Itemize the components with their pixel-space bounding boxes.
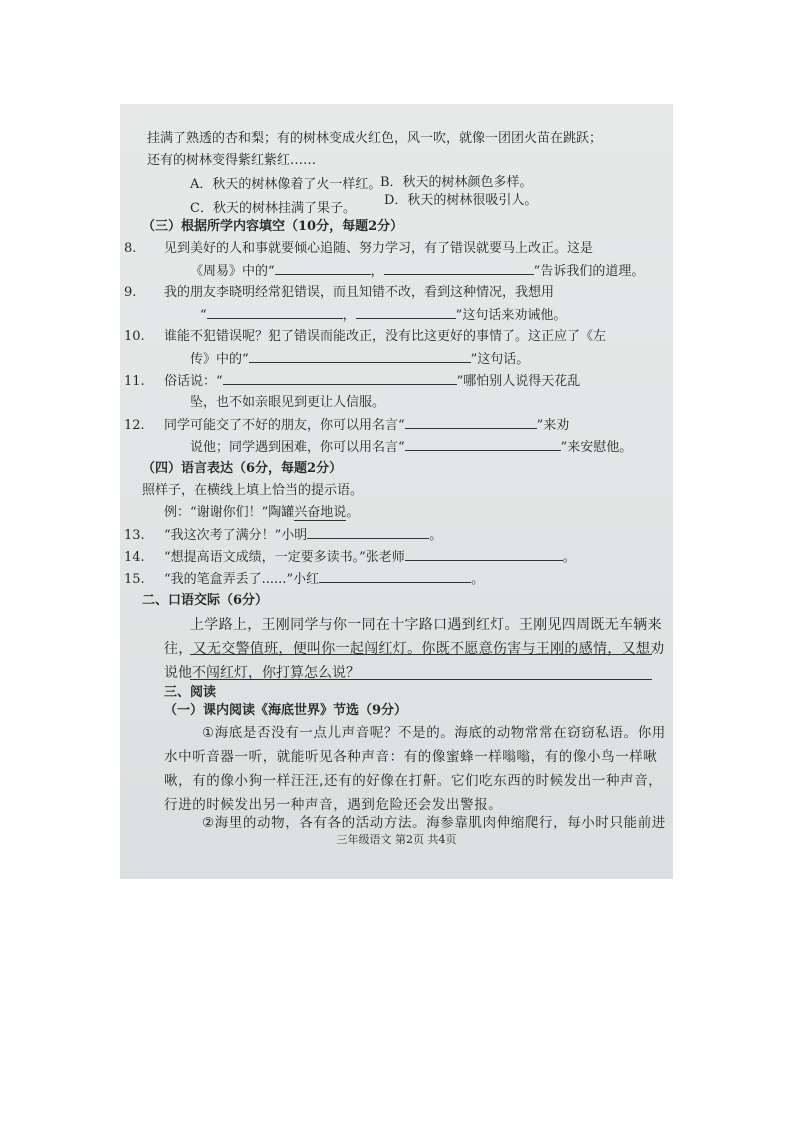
reading-subheading: （一）课内阅读《海底世界》节选（9分） [164, 703, 408, 718]
answer-blank[interactable] [356, 306, 456, 319]
passage-line: 挂满了熟透的杏和梨；有的树林变成火红色，风一吹，就像一团团火苗在跳跃； [147, 131, 603, 146]
q15-line [124, 570, 485, 589]
question-text: 俗话说：“ [164, 374, 223, 389]
part-heading: 三、阅读 [164, 685, 217, 700]
scanned-exam-page [120, 104, 673, 879]
question-text: 传》中的“ [190, 352, 249, 367]
question-number: 12. [124, 418, 145, 433]
reading-line: ①海底是否没有一点儿声音呢？不是的。海底的动物常常在窃窃私语。你用 [202, 725, 666, 741]
passage-line: 还有的树林变得紫红紫红…… [147, 153, 317, 168]
question-text: 谁能不犯错误呢？犯了错误而能改正，没有比这更好的事情了。这正应了《左 [164, 329, 607, 344]
q10-line2 [190, 350, 529, 369]
question-number: 10. [124, 329, 145, 344]
q10-line1 [124, 328, 607, 346]
question-text: ”告诉我们的道理。 [533, 264, 645, 279]
option-b: B．秋天的树林颜色多样。 [380, 175, 533, 190]
question-number: 11. [124, 374, 145, 389]
option-a: A．秋天的树林像着了火一样红。 [190, 177, 382, 192]
question-text: ， [342, 308, 356, 323]
question-text: 。 [429, 528, 443, 543]
question-text: 我的朋友李晓明经常犯错误，而且知错不改，看到这种情况，我想用 [164, 285, 555, 300]
answer-blank[interactable] [384, 262, 534, 275]
question-text: ”哪怕别人说得天花乱 [456, 374, 581, 389]
example-text: 例：“谢谢你们！”陶罐 [164, 505, 295, 520]
answer-blank[interactable] [207, 306, 343, 319]
page-footer: 三年级语文 第2页 共4页 [336, 833, 457, 846]
question-text: ”来劝 [536, 418, 570, 433]
option-d: D．秋天的树林很吸引人。 [384, 193, 538, 208]
answer-blank[interactable] [405, 416, 537, 429]
question-text: ”这句话。 [470, 352, 530, 367]
answer-line[interactable] [190, 654, 652, 655]
example-text: 。 [346, 505, 360, 520]
instruction: 照样子，在横线上填上恰当的提示语。 [142, 483, 364, 498]
question-text: “ [200, 308, 207, 323]
question-text: ”来安慰他。 [560, 440, 633, 455]
reading-line: 行进的时候发出另一种声音，遇到危险还会发出警报。 [164, 797, 503, 813]
question-number: 14. [124, 550, 145, 565]
example-line [164, 504, 359, 522]
question-text: “我的笔盒弄丢了......”小红 [164, 572, 320, 587]
answer-blank[interactable] [275, 262, 371, 275]
answer-blank[interactable] [249, 350, 471, 363]
answer-blank[interactable] [307, 526, 429, 539]
question-number: 9. [124, 285, 137, 300]
prompt-line: 说他不闯红灯，你打算怎么说？ [164, 665, 360, 681]
question-number: 13. [124, 528, 145, 543]
question-text: ， [370, 264, 384, 279]
question-text: “想提高语文成绩，一定要多读书。”张老师 [164, 550, 405, 565]
q11-line1 [124, 372, 581, 391]
question-text: ”这句话来劝诫他。 [455, 308, 567, 323]
q12-line2 [190, 438, 632, 457]
q14-line [124, 548, 576, 567]
q13-line [124, 526, 443, 545]
question-number: 15. [124, 572, 145, 587]
example-underlined: 兴奋地说 [294, 505, 347, 520]
answer-blank[interactable] [405, 438, 561, 451]
question-text: 。 [562, 550, 576, 565]
reading-line: ②海里的动物，各有各的活动方法。海参靠肌肉伸缩爬行，每小时只能前进 [202, 815, 666, 831]
question-text: 。 [471, 572, 485, 587]
question-text: 说他；同学遇到困难，你可以用名言“ [190, 440, 405, 455]
question-text: “我这次考了满分！”小明 [164, 528, 308, 543]
prompt-line: 往，又无交警值班，便叫你一起闯红灯。你既不愿意伤害与王刚的感情，又想劝 [164, 641, 665, 657]
answer-blank[interactable] [405, 548, 563, 561]
question-text: 同学可能交了不好的朋友，你可以用名言“ [164, 418, 405, 433]
section-heading: （三）根据所学内容填空（10分，每题2分） [142, 219, 404, 234]
reading-line: 水中听音器一听，就能听见各种声音：有的像蜜蜂一样嗡嗡，有的像小鸟一样啾 [164, 749, 658, 765]
section-heading: （四）语言表达（6分，每题2分） [142, 461, 343, 476]
option-c: C．秋天的树林挂满了果子。 [190, 201, 356, 216]
q8-line1 [124, 240, 594, 258]
question-text: 《周易》中的“ [190, 264, 275, 279]
q9-line1 [124, 284, 555, 302]
q9-line2 [200, 306, 566, 325]
prompt-line: 上学路上，王刚同学与你一同在十字路口遇到红灯。王刚见四周既无车辆来 [190, 617, 662, 633]
question-number: 8. [124, 241, 137, 256]
reading-line: 啾，有的像小狗一样汪汪,还有的好像在打鼾。它们吃东西的时候发出一种声音， [164, 773, 663, 789]
answer-line[interactable] [190, 679, 652, 680]
q8-line2 [190, 262, 644, 281]
answer-blank[interactable] [319, 570, 471, 583]
answer-blank[interactable] [223, 372, 457, 385]
part-heading: 二、口语交际（6分） [142, 593, 269, 608]
q12-line1 [124, 416, 570, 435]
q11-line2: 坠，也不如亲眼见到更让人信服。 [190, 395, 386, 410]
question-text: 见到美好的人和事就要倾心追随、努力学习，有了错误就要马上改正。这是 [164, 241, 594, 256]
